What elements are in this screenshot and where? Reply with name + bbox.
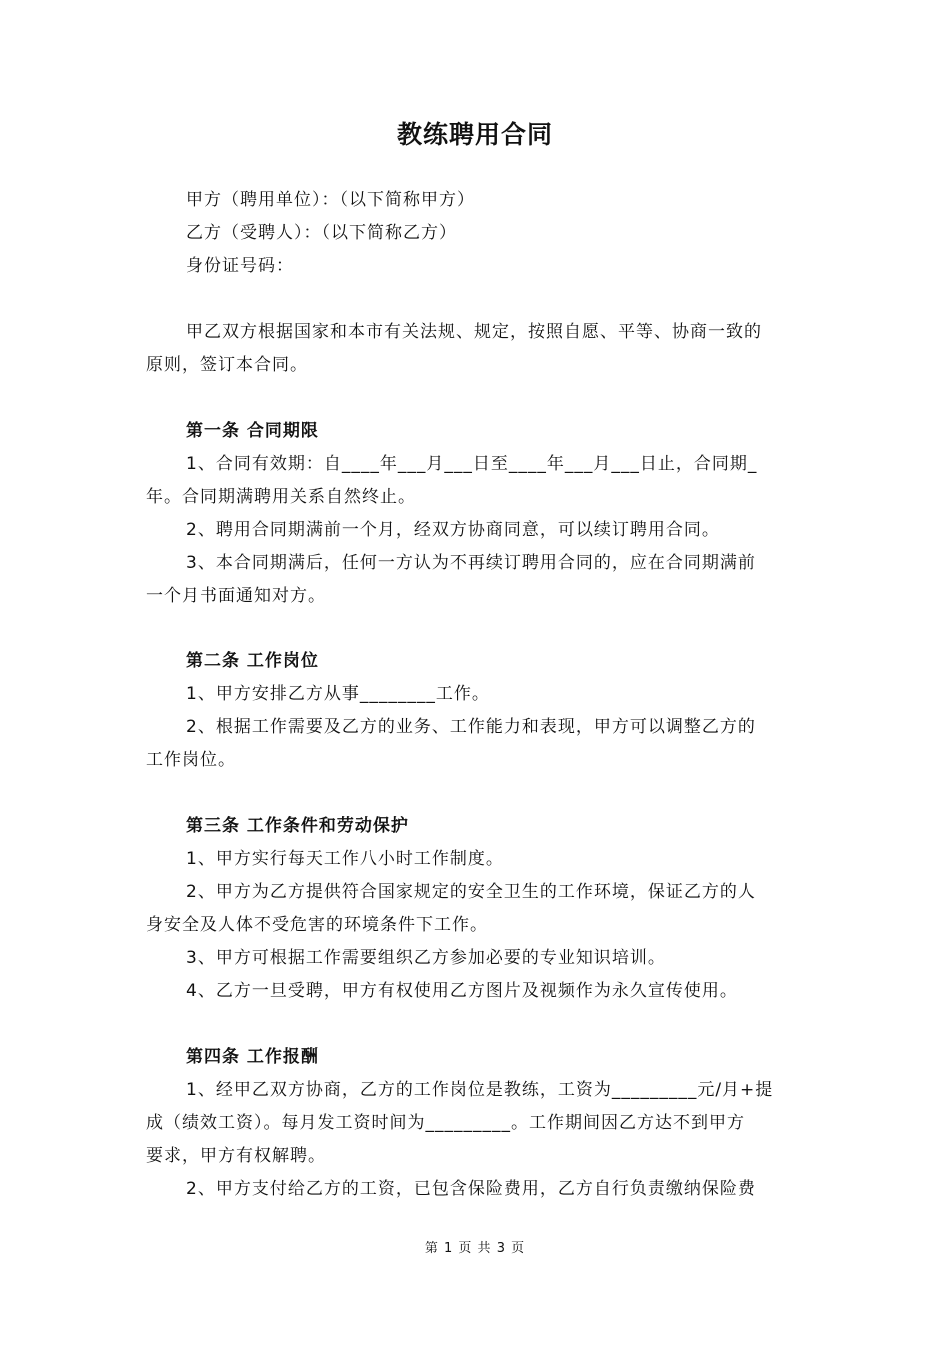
article4-line-1: 1、经甲乙双方协商，乙方的工作岗位是教练，工资为_________元/月+提	[186, 1080, 774, 1100]
intro-line-1: 甲乙双方根据国家和本市有关法规、规定，按照自愿、平等、协商一致的	[186, 322, 762, 342]
page-number-footer: 第 1 页 共 3 页	[424, 1241, 526, 1256]
article1-line-5: 一个月书面通知对方。	[146, 586, 326, 606]
party-a-line: 甲方（聘用单位）：（以下简称甲方）	[186, 190, 475, 210]
article3-line-2: 2、甲方为乙方提供符合国家规定的安全卫生的工作环境，保证乙方的人	[186, 882, 756, 902]
document-title: 教练聘用合同	[396, 120, 553, 149]
article4-heading: 第四条 工作报酬	[186, 1047, 319, 1067]
article3-line-3: 身安全及人体不受危害的环境条件下工作。	[146, 915, 488, 935]
article1-line-1: 1、合同有效期：自____年___月___日至____年___月___日止，合同期_	[186, 454, 758, 474]
article2-heading: 第二条 工作岗位	[186, 651, 319, 671]
article3-line-5: 4、乙方一旦受聘，甲方有权使用乙方图片及视频作为永久宣传使用。	[186, 981, 738, 1001]
party-b-line: 乙方（受聘人）：（以下简称乙方）	[186, 223, 457, 243]
article1-heading: 第一条 合同期限	[186, 421, 319, 441]
article2-line-3: 工作岗位。	[146, 750, 236, 770]
id-number-line: 身份证号码：	[186, 256, 294, 276]
intro-line-2: 原则，签订本合同。	[146, 355, 308, 375]
article4-line-4: 2、甲方支付给乙方的工资，已包含保险费用，乙方自行负责缴纳保险费	[186, 1179, 756, 1199]
article3-line-1: 1、甲方实行每天工作八小时工作制度。	[186, 849, 504, 869]
article2-line-1: 1、甲方安排乙方从事________工作。	[186, 684, 490, 704]
article4-line-3: 要求，甲方有权解聘。	[146, 1146, 326, 1166]
article1-line-4: 3、本合同期满后，任何一方认为不再续订聘用合同的，应在合同期满前	[186, 553, 756, 573]
article1-line-2: 年。合同期满聘用关系自然终止。	[146, 487, 416, 507]
article1-line-3: 2、聘用合同期满前一个月，经双方协商同意，可以续订聘用合同。	[186, 520, 720, 540]
article3-line-4: 3、甲方可根据工作需要组织乙方参加必要的专业知识培训。	[186, 948, 666, 968]
article3-heading: 第三条 工作条件和劳动保护	[186, 816, 409, 836]
article2-line-2: 2、根据工作需要及乙方的业务、工作能力和表现，甲方可以调整乙方的	[186, 717, 756, 737]
article4-line-2: 成（绩效工资）。每月发工资时间为_________。工作期间因乙方达不到甲方	[146, 1113, 745, 1133]
